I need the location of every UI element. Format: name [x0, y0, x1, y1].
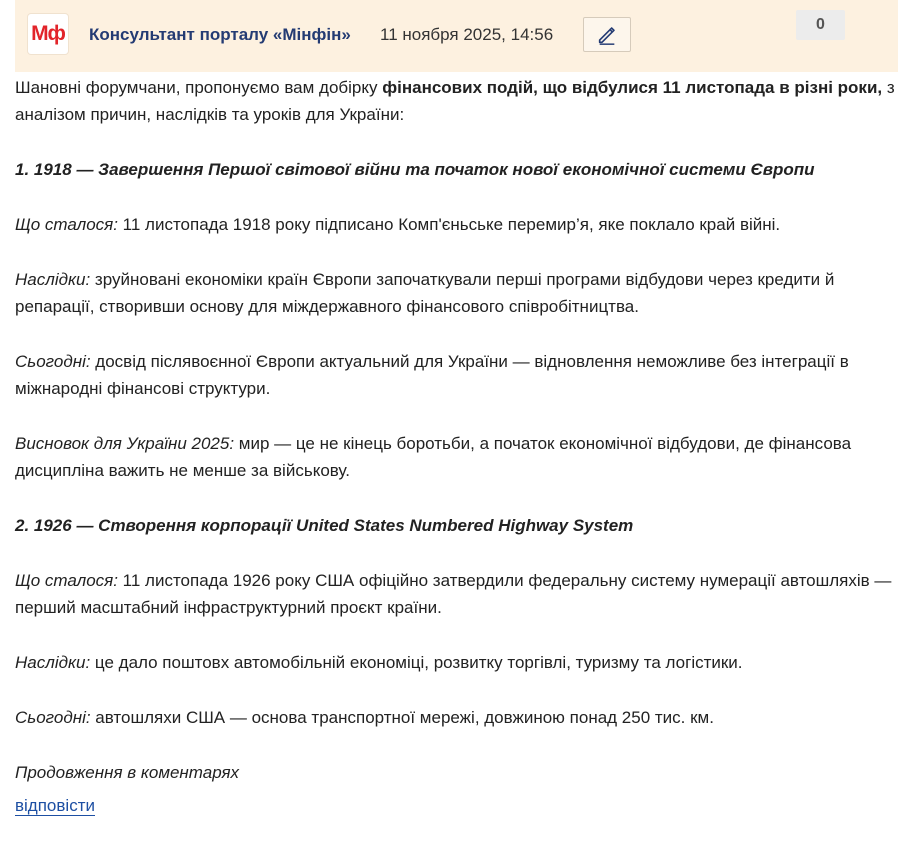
post-header: [15, 0, 898, 72]
section-item: [15, 567, 900, 621]
post-date: 11 ноября 2025, 14:56: [380, 25, 554, 44]
item-text: досвід післявоєнної Європи актуальний для України — відновлення неможливе без інтеграції в міжнародні фінансові структури.: [15, 352, 849, 398]
section-heading: 1. 1918 — Завершення Першої світової війни та початок нової економічної системи Європи: [15, 160, 815, 179]
section-item: [15, 211, 900, 238]
continuation-note: [15, 759, 900, 786]
intro-text: Шановні форумчани, пропонуємо вам добірку: [15, 78, 383, 97]
edit-button[interactable]: [583, 17, 631, 52]
continuation-text: Продовження в коментарях: [15, 763, 240, 782]
item-text: це дало поштовх автомобільній економіці, розвитку торгівлі, туризму та логістики.: [90, 653, 743, 672]
intro-text-end: з аналізом причин, наслідків та уроків для України:: [15, 78, 895, 124]
item-label: Наслідки:: [15, 270, 91, 289]
item-text: автошляхи США — основа транспортної мережі, довжиною понад 250 тис. км.: [90, 708, 714, 727]
post-body: [15, 74, 900, 847]
item-text: 11 листопада 1926 року США офіційно затвердили федеральну систему нумерації автошляхів — перший масштабний інфраструктурний проєкт країни.: [15, 571, 892, 617]
logo-text: Мф: [31, 22, 65, 45]
vote-count: 0: [816, 16, 825, 33]
minfin-logo[interactable]: [28, 14, 68, 54]
section-heading: 2. 1926 — Створення корпорації United States Numbered Highway System: [15, 516, 634, 535]
section-item: [15, 348, 900, 402]
pencil-icon: [596, 24, 618, 46]
reply-row: [15, 792, 900, 819]
item-text: мир — це не кінець боротьби, а початок економічної відбудови, де фінансова дисципліна важить не менше за військову.: [15, 434, 852, 480]
item-label: Сьогодні:: [15, 708, 91, 727]
vote-count-badge[interactable]: [796, 10, 845, 40]
item-label: Сьогодні:: [15, 352, 91, 371]
section-item: [15, 266, 900, 320]
item-label: Що сталося:: [15, 571, 118, 590]
section-item: [15, 430, 900, 484]
item-text: 11 листопада 1918 року підписано Комп'єньське перемир’я, яке поклало край війні.: [117, 215, 781, 234]
item-label: Що сталося:: [15, 215, 118, 234]
reply-link[interactable]: відповісти: [15, 796, 95, 815]
intro-bold-text: фінансових подій, що відбулися 11 листопада в різні роки,: [382, 78, 883, 97]
item-label: Висновок для України 2025:: [15, 434, 235, 453]
author-name[interactable]: Консультант порталу «Мінфін»: [89, 25, 351, 44]
item-text: зруйновані економіки країн Європи започаткували перші програми відбудови через кредити й репарації, створивши основу для міждержавного фінансового співробітництва.: [15, 270, 835, 316]
section-item: [15, 649, 900, 676]
item-label: Наслідки:: [15, 653, 91, 672]
post-intro: [15, 74, 900, 128]
section-item: [15, 704, 900, 731]
